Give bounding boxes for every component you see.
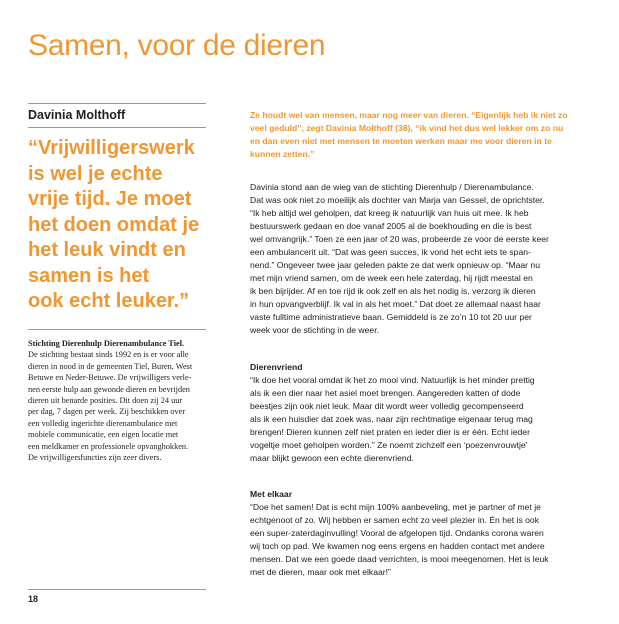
info-line: dieren uit benarde posities. Dit doen zij 24 uur [28, 396, 183, 406]
info-line: mobiele communicatie, een eigen locatie met [28, 430, 179, 440]
info-line: dieren in nood in de gemeenten Tiel, Buren, West [28, 361, 193, 371]
body-line: met mijn vriend samen, om de week een hele zaterdag, hij rijdt meestal en [250, 273, 533, 283]
pull-quote-line: samen is het [28, 264, 150, 287]
body-line: ik ben bijrijder. Af en toe rijd ik ook zelf en als het nodig is, verzorg ik dieren [250, 286, 536, 296]
body-line: als ik een dier naar het asiel moet brengen. Aangereden katten of dode [250, 388, 521, 398]
info-line: De stichting bestaat sinds 1992 en is er voor alle [28, 350, 189, 360]
body-line: vogeltje moet geholpen worden.” Ze noemt zichzelf een ‘poezenvrouwtje’ [250, 440, 528, 450]
info-line: per dag, 7 dagen per week. Zij beschikken over [28, 407, 186, 417]
body-line: vaste fulltime administratieve baan. Gemiddeld is ze zo’n 10 tot 20 uur per [250, 312, 532, 322]
article-lead [250, 109, 600, 161]
body-line: Dat was ook niet zo moeilijk als dochter van Marja van Gessel, de oprichtster. [250, 195, 545, 205]
lead-line: en dan even niet met mensen te moeten werken maar me voor dieren in te [250, 136, 552, 146]
pull-quote-line: het leuk vindt en [28, 239, 186, 261]
info-line: Betuwe en Neder-Betuwe. De vrijwilligers verle- [28, 373, 192, 383]
section-heading: Dierenvriend [250, 362, 303, 372]
info-title: Stichting Dierenhulp Dierenambulance Tiel. [28, 339, 185, 348]
body-line: brengen! Dieren kunnen zelf niet praten en ieder dier is er één. Echt ieder [250, 427, 530, 437]
info-top-rule [28, 329, 206, 330]
body-line: wij toch op pad. We kwamen nog eens ergens en hadden contact met andere [250, 541, 545, 551]
body-line: een super-zaterdaginvulling! Vooral de afgelopen tijd. Ondanks corona waren [250, 528, 544, 538]
body-line: maar blijkt gewoon een echte dierenvriend. [250, 453, 414, 463]
pull-quote [28, 136, 228, 315]
lead-line: Ze houdt wel van mensen, maar nog meer van dieren. “Eigenlijk heb ik niet zo [250, 110, 568, 120]
body-line: “Ik doe het vooral omdat ik het zo mooi vind. Natuurlijk is het minder prettig [250, 375, 535, 385]
body-line: bestuurswerk gedaan en doe vanaf 2005 al de boekhouding en die is best [250, 221, 532, 231]
info-line: een meldkamer en professionele opvanghokken. [28, 441, 189, 451]
info-line: een volledig ingerichte dierenambulance met [28, 418, 178, 428]
body-line: als ik een huisdier dat zoek was, naar zijn rechtmatige eigenaar terug mag [250, 414, 533, 424]
body-line: mensen. Dat we een goede daad verrichten, is mooi meegenomen. Het is leuk [250, 554, 549, 564]
body-line: met de dieren, maar ook met elkaar!” [250, 567, 391, 577]
body-line: echtgenoot of zo. Wij hebben er samen echt zo veel plezier in. Én het is ook [250, 515, 540, 525]
author-name: Davinia Molthoff [28, 108, 126, 122]
info-box [28, 338, 223, 463]
body-line: week voor de stichting in de weer. [250, 325, 379, 335]
pull-quote-line: het doen omdat je [28, 213, 200, 236]
footer-rule [28, 589, 206, 590]
pull-quote-line: vrije tijd. Je moet [28, 188, 192, 210]
info-line: De vrijwilligersfuncties zijn zeer divers. [28, 453, 162, 463]
pull-quote-line: “Vrijwilligerswerk [28, 137, 195, 159]
pull-quote-line: is wel je echte [28, 162, 163, 185]
body-line: nend.” Ongeveer twee jaar geleden pakte ze dat werk opnieuw op. “Maar nu [250, 260, 540, 270]
body-line: in hun opvangverblijf. Ik val in als het moet.” Dat doet ze allemaal naast haar [250, 299, 541, 309]
section-heading: Met elkaar [250, 489, 293, 499]
article-paragraph-1 [250, 181, 600, 337]
body-line: Davinia stond aan de wieg van de stichting Dierenhulp / Dierenambulance. [250, 182, 534, 192]
lead-line: kunnen zetten.” [250, 149, 315, 159]
lead-line: veel geduld”, zegt Davinia Molthoff (38), “ik vind het dus wel lekker om zo nu [250, 123, 564, 133]
article-section-dierenvriend [250, 361, 600, 465]
body-line: “Ik heb altijd wel geholpen, dat kreeg ik natuurlijk van huis uit mee. Ik heb [250, 208, 529, 218]
article-section-met-elkaar [250, 488, 600, 579]
pull-quote-line: ook echt leuker.” [28, 290, 190, 312]
author-top-rule [28, 103, 206, 104]
body-line: wel omvangrijk.” Toen ze een jaar of 20 was, probeerde ze voor de eerste keer [250, 234, 549, 244]
body-line: “Doe het samen! Dat is echt mijn 100% aanbeveling, met je partner of met je [250, 502, 541, 512]
body-line: een ambulancerit uit. “Dat was geen succes, ik vond het echt iets te span- [250, 247, 531, 257]
page-title: Samen, voor de dieren [28, 29, 326, 62]
info-line: nen eerste hulp aan gewonde dieren en bevrijden [28, 384, 190, 394]
body-line: beestjes zijn ook niet leuk. Maar dit wordt weer volledig gecompenseerd [250, 401, 524, 411]
page-number: 18 [28, 594, 39, 604]
author-bottom-rule [28, 127, 206, 128]
